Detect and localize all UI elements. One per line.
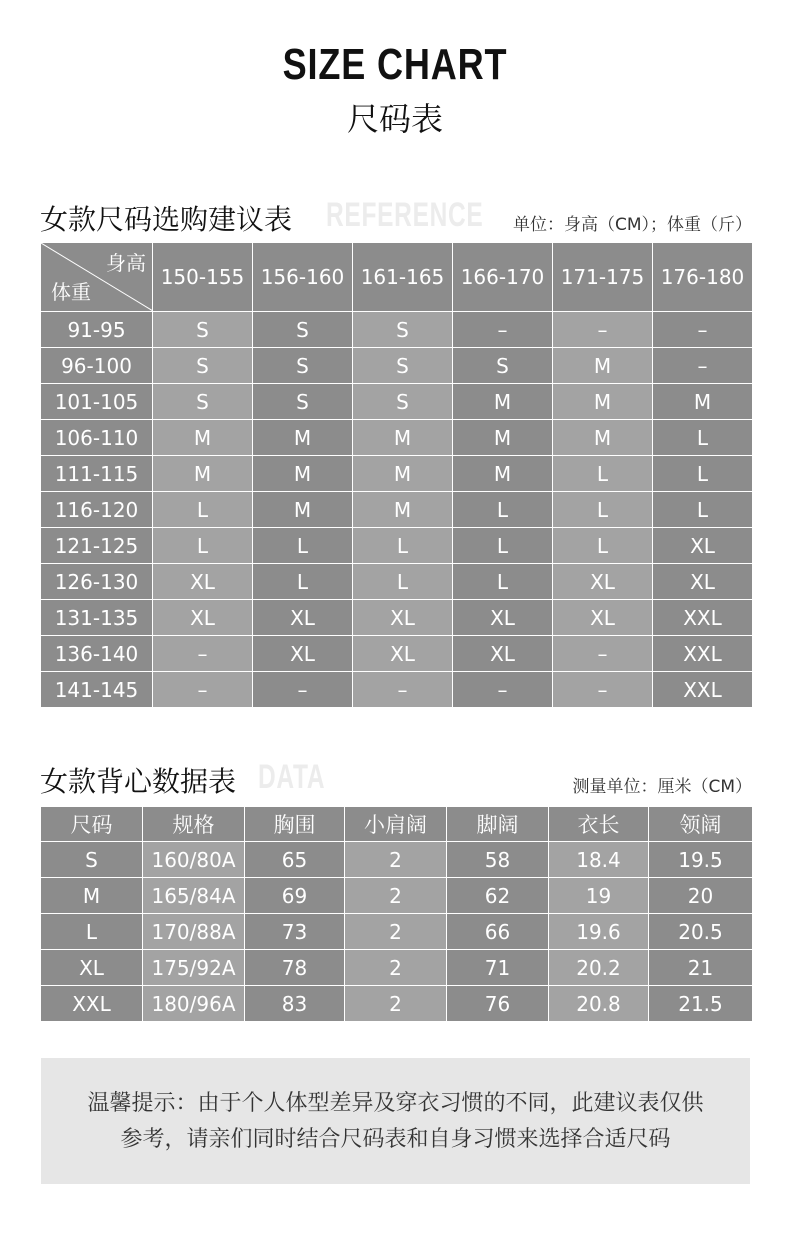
size-cell: – <box>253 672 353 708</box>
spec-unit: 测量单位：厘米（CM） <box>572 777 752 797</box>
size-cell: M <box>253 492 353 528</box>
spec-cell: 180/96A <box>143 986 245 1022</box>
table-row <box>41 636 753 672</box>
size-cell: XL <box>253 636 353 672</box>
height-column-header: 166-170 <box>453 243 553 312</box>
size-table-corner-cell <box>41 243 153 312</box>
spec-cell: S <box>41 842 143 878</box>
size-cell: S <box>453 348 553 384</box>
size-cell: XL <box>553 600 653 636</box>
size-cell: – <box>153 672 253 708</box>
weight-row-header: 96-100 <box>41 348 153 384</box>
spec-section-header <box>40 760 752 800</box>
tip-line-2: 参考，请亲们同时结合尺码表和自身习惯来选择合适尺码 <box>120 1127 671 1152</box>
size-cell: L <box>253 528 353 564</box>
spec-cell: 73 <box>245 914 345 950</box>
spec-cell: 2 <box>345 842 447 878</box>
weight-row-header: 91-95 <box>41 312 153 348</box>
spec-cell: 76 <box>447 986 549 1022</box>
table-row <box>41 420 753 456</box>
size-cell: – <box>453 672 553 708</box>
size-cell: XL <box>153 564 253 600</box>
height-column-header: 150-155 <box>153 243 253 312</box>
table-row <box>41 842 753 878</box>
size-cell: L <box>253 564 353 600</box>
size-cell: L <box>353 564 453 600</box>
table-row <box>41 914 753 950</box>
page-title-en: SIZE CHART <box>282 40 508 89</box>
spec-title: 女款背心数据表 <box>40 765 237 798</box>
corner-height-label: 身高 <box>106 251 146 275</box>
size-cell: M <box>253 420 353 456</box>
spec-watermark: DATA <box>258 758 326 796</box>
size-cell: XL <box>353 636 453 672</box>
spec-cell: 2 <box>345 986 447 1022</box>
size-cell: L <box>553 456 653 492</box>
size-cell: S <box>253 384 353 420</box>
weight-row-header: 126-130 <box>41 564 153 600</box>
size-cell: XL <box>453 636 553 672</box>
spec-cell: 66 <box>447 914 549 950</box>
size-cell: XL <box>253 600 353 636</box>
spec-cell: XXL <box>41 986 143 1022</box>
reference-watermark: REFERENCE <box>326 196 484 234</box>
size-cell: – <box>453 312 553 348</box>
height-column-header: 156-160 <box>253 243 353 312</box>
weight-row-header: 116-120 <box>41 492 153 528</box>
size-cell: M <box>353 456 453 492</box>
size-cell: – <box>353 672 453 708</box>
spec-column-header: 尺码 <box>41 807 143 842</box>
size-cell: S <box>153 312 253 348</box>
size-cell: XXL <box>653 672 753 708</box>
corner-weight-label: 体重 <box>51 280 91 304</box>
spec-cell: XL <box>41 950 143 986</box>
size-cell: M <box>153 456 253 492</box>
table-row <box>41 384 753 420</box>
spec-cell: 21 <box>649 950 753 986</box>
weight-row-header: 111-115 <box>41 456 153 492</box>
size-cell: L <box>153 528 253 564</box>
weight-row-header: 121-125 <box>41 528 153 564</box>
spec-cell: 19.5 <box>649 842 753 878</box>
page-title-cn: 尺码表 <box>346 100 443 138</box>
table-row <box>41 312 753 348</box>
table-row <box>41 672 753 708</box>
size-cell: M <box>353 420 453 456</box>
spec-cell: 19 <box>549 878 649 914</box>
size-cell: M <box>653 384 753 420</box>
spec-cell: 2 <box>345 914 447 950</box>
reference-title: 女款尺码选购建议表 <box>40 203 293 236</box>
size-cell: – <box>653 348 753 384</box>
spec-cell: 20 <box>649 878 753 914</box>
spec-cell: M <box>41 878 143 914</box>
spec-cell: 20.2 <box>549 950 649 986</box>
size-cell: XL <box>553 564 653 600</box>
spec-cell: 83 <box>245 986 345 1022</box>
size-cell: M <box>553 420 653 456</box>
spec-column-header: 领阔 <box>649 807 753 842</box>
height-column-header: 171-175 <box>553 243 653 312</box>
size-cell: S <box>353 312 453 348</box>
spec-cell: 62 <box>447 878 549 914</box>
size-cell: L <box>453 528 553 564</box>
spec-cell: 71 <box>447 950 549 986</box>
spec-table-header-row <box>41 807 753 842</box>
size-cell: M <box>353 492 453 528</box>
size-cell: L <box>453 492 553 528</box>
spec-cell: 18.4 <box>549 842 649 878</box>
weight-row-header: 131-135 <box>41 600 153 636</box>
spec-cell: 19.6 <box>549 914 649 950</box>
tip-text <box>41 1086 750 1158</box>
weight-row-header: 106-110 <box>41 420 153 456</box>
size-cell: M <box>153 420 253 456</box>
spec-cell: 20.5 <box>649 914 753 950</box>
height-column-header: 161-165 <box>353 243 453 312</box>
size-cell: M <box>453 456 553 492</box>
size-cell: XXL <box>653 600 753 636</box>
spec-cell: 170/88A <box>143 914 245 950</box>
spec-cell: 69 <box>245 878 345 914</box>
size-cell: XL <box>153 600 253 636</box>
size-cell: S <box>153 384 253 420</box>
size-cell: – <box>553 636 653 672</box>
weight-row-header: 101-105 <box>41 384 153 420</box>
spec-cell: 20.8 <box>549 986 649 1022</box>
spec-cell: 175/92A <box>143 950 245 986</box>
size-cell: S <box>353 348 453 384</box>
size-cell: L <box>553 528 653 564</box>
table-row <box>41 528 753 564</box>
size-cell: L <box>153 492 253 528</box>
size-cell: S <box>153 348 253 384</box>
size-cell: S <box>253 312 353 348</box>
size-cell: XL <box>653 528 753 564</box>
spec-cell: 78 <box>245 950 345 986</box>
spec-column-header: 脚阔 <box>447 807 549 842</box>
size-cell: L <box>453 564 553 600</box>
table-row <box>41 492 753 528</box>
table-row <box>41 348 753 384</box>
reference-unit: 单位：身高（CM）；体重（斤） <box>512 215 752 235</box>
tip-box <box>41 1058 750 1184</box>
spec-cell: 2 <box>345 950 447 986</box>
size-cell: M <box>453 420 553 456</box>
spec-cell: L <box>41 914 143 950</box>
spec-column-header: 衣长 <box>549 807 649 842</box>
weight-row-header: 136-140 <box>41 636 153 672</box>
table-row <box>41 600 753 636</box>
tip-line-1: 温馨提示：由于个人体型差异及穿衣习惯的不同，此建议表仅供 <box>87 1091 704 1116</box>
size-cell: M <box>553 348 653 384</box>
size-cell: – <box>153 636 253 672</box>
size-cell: S <box>353 384 453 420</box>
size-cell: – <box>653 312 753 348</box>
size-cell: XL <box>353 600 453 636</box>
size-cell: S <box>253 348 353 384</box>
size-cell: L <box>353 528 453 564</box>
spec-cell: 165/84A <box>143 878 245 914</box>
spec-cell: 160/80A <box>143 842 245 878</box>
spec-cell: 2 <box>345 878 447 914</box>
reference-section-header <box>40 198 752 238</box>
size-cell: M <box>453 384 553 420</box>
spec-column-header: 胸围 <box>245 807 345 842</box>
table-row <box>41 986 753 1022</box>
spec-column-header: 小肩阔 <box>345 807 447 842</box>
size-cell: M <box>553 384 653 420</box>
size-cell: XL <box>653 564 753 600</box>
size-cell: L <box>653 492 753 528</box>
size-cell: L <box>553 492 653 528</box>
table-row <box>41 950 753 986</box>
size-table-header-row <box>41 243 753 312</box>
table-row <box>41 564 753 600</box>
spec-cell: 21.5 <box>649 986 753 1022</box>
size-cell: M <box>253 456 353 492</box>
size-cell: XXL <box>653 636 753 672</box>
spec-cell: 58 <box>447 842 549 878</box>
size-cell: XL <box>453 600 553 636</box>
size-cell: L <box>653 420 753 456</box>
size-cell: – <box>553 672 653 708</box>
size-recommendation-table <box>40 242 753 708</box>
spec-cell: 65 <box>245 842 345 878</box>
garment-spec-table <box>40 806 753 1022</box>
table-row <box>41 456 753 492</box>
size-cell: L <box>653 456 753 492</box>
table-row <box>41 878 753 914</box>
height-column-header: 176-180 <box>653 243 753 312</box>
size-cell: – <box>553 312 653 348</box>
spec-column-header: 规格 <box>143 807 245 842</box>
weight-row-header: 141-145 <box>41 672 153 708</box>
